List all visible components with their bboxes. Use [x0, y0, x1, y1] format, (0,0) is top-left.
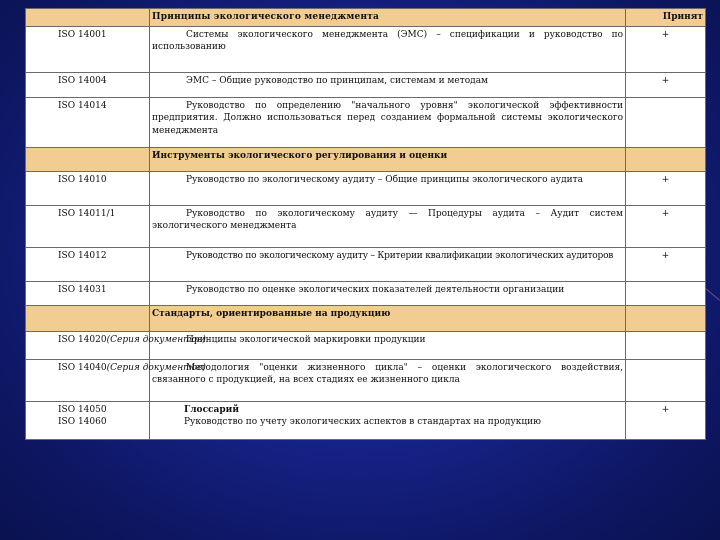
row-mark: [626, 281, 706, 305]
section-empty-cell: [26, 147, 150, 171]
row-code: ISO 14040: [58, 362, 107, 373]
row-description: ЭМС – Общие руководство по принципам, системам и методам: [150, 72, 626, 97]
row-code: ISO 14031: [26, 281, 150, 305]
row-code: ISO 14050: [58, 404, 107, 415]
row-mark: +: [626, 401, 706, 439]
row-mark: [626, 97, 706, 147]
row-description: Принципы экологической маркировки продукции: [150, 331, 626, 359]
row-description: Руководство по оценке экологических показателей деятельности организации: [150, 281, 626, 305]
row-series-note: (Серия документов): [106, 334, 206, 345]
row-code: ISO 14004: [26, 72, 150, 97]
row-description: Глоссарий: [184, 404, 239, 415]
table-row: [26, 26, 706, 72]
row-mark: [626, 359, 706, 401]
row-mark: +: [626, 72, 706, 97]
row-code: ISO 14001: [26, 26, 150, 72]
header-mark-column: Принят: [626, 9, 706, 27]
table-row: [26, 359, 706, 401]
row-series-note: (Серия документов): [106, 362, 206, 373]
table-row: [26, 171, 706, 205]
table-row: [26, 281, 706, 305]
table-row: [26, 331, 706, 359]
row-description-cell: [150, 401, 626, 439]
row-description: Руководство по определению "начального уровня" экологической эффективности предприятия. Должно использоваться перед созданием формальной системы экологического менеджмента: [150, 97, 626, 147]
section-header-row: [26, 147, 706, 171]
row-code: ISO 14010: [26, 171, 150, 205]
row-code: ISO 14014: [26, 97, 150, 147]
row-code-cell: [26, 401, 150, 439]
row-description: Руководство по экологическому аудиту – Критерии квалификации экологических аудиторов: [150, 247, 626, 281]
table-header-row: [26, 9, 706, 27]
row-code-cell: [26, 331, 206, 359]
row-mark: +: [626, 171, 706, 205]
header-empty-cell: [26, 9, 150, 27]
row-code: ISO 14011/1: [26, 205, 150, 247]
row-mark: +: [626, 26, 706, 72]
section-title: Стандарты, ориентированные на продукцию: [150, 305, 626, 331]
section-empty-cell: [626, 305, 706, 331]
row-description: Руководство по учету экологических аспектов в стандартах на продукцию: [184, 417, 542, 428]
row-description: Системы экологического менеджмента (ЭМС) – спецификации и руководство по использованию: [150, 26, 626, 72]
table-row: [26, 205, 706, 247]
section-empty-cell: [626, 147, 706, 171]
section-header-row: [26, 305, 706, 331]
table-row: [26, 401, 706, 439]
row-description: Руководство по экологическому аудиту – Общие принципы экологического аудита: [150, 171, 626, 205]
table-row: [26, 72, 706, 97]
row-code-cell: [26, 359, 206, 401]
section-empty-cell: [26, 305, 150, 331]
section-title: Инструменты экологического регулирования и оценки: [150, 147, 626, 171]
row-description: Руководство по экологическому аудиту — Процедуры аудита – Аудит систем экологического менеджмента: [150, 205, 626, 247]
row-description: Методология "оценки жизненного цикла" – оценки экологического воздействия, связанного с продукцией, на всех стадиях ее жизненного цикла: [150, 359, 626, 401]
row-code: ISO 14020: [58, 334, 107, 345]
row-mark: +: [626, 247, 706, 281]
row-mark: +: [626, 205, 706, 247]
row-code: ISO 14060: [58, 417, 107, 428]
row-code: ISO 14012: [26, 247, 150, 281]
iso-standards-table: [25, 8, 706, 440]
header-title: Принципы экологического менеджмента: [150, 9, 626, 27]
table-row: [26, 97, 706, 147]
row-mark: [626, 331, 706, 359]
table-row: [26, 247, 706, 281]
